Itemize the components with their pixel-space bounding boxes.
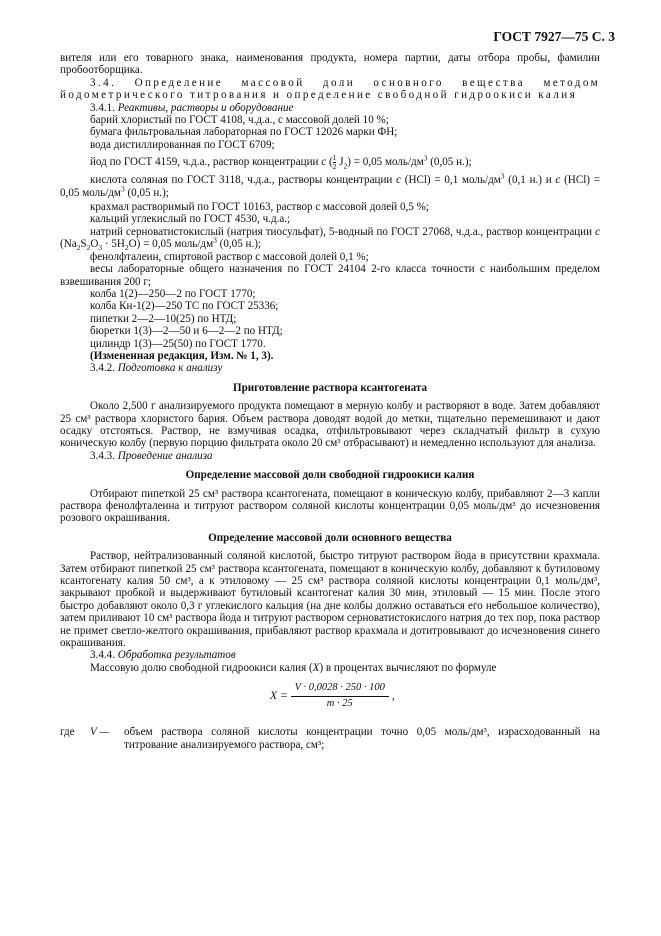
formula-numerator: V · 0,0028 · 250 · 100 [291, 682, 389, 696]
reagent-calcium: кальций углекислый по ГОСТ 4530, ч.д.а.; [90, 213, 291, 226]
reagent-barium: барий хлористый по ГОСТ 4108, ч.д.а., с массовой долей 10 %; [90, 114, 389, 127]
equipment-flask-1: колба 1(2)—250—2 по ГОСТ 1770; [90, 287, 256, 300]
where-text: объем раствора соляной кислоты концентрации точно 0,05 моль/дм³, израсходованный на титрование анализируемого раствора, см³; [124, 726, 600, 751]
reagent-iodine: йод по ГОСТ 4159, ч.д.а., раствор концентрации c ( $\frac{1}{2}$ $J_2) = 0,05$ моль/$дм^3$ (0,05 н.); [90, 153, 472, 172]
edition-note: (Измененная редакция, Изм. № 1, 3). [90, 349, 274, 362]
section-title: Обработка результатов [117, 649, 236, 662]
reagent-starch: крахмал растворимый по ГОСТ 10163, раствор с массовой долей 0,5 %; [90, 201, 429, 214]
section-title: Проведение анализа [117, 449, 213, 462]
heading-xanthate-prep: Приготовление раствора ксантогената [232, 381, 427, 394]
heading-koh: Определение массовой доли свободной гидроокиси калия [185, 469, 475, 482]
equipment-cylinder: цилиндр 1(3)—25(50) по ГОСТ 1770. [90, 337, 266, 350]
prep-paragraph: Около 2,500 г анализируемого продукта помещают в мерную колбу и растворяют в воде. Затем добавляют 25 см³ раствора хлористого бария. Объем раствора доводят водой до метки, тщательно перемешивают и дают осадку отстояться. Раствор, не взмучивая осадка, отфильтровывают через складчатый фильтр в сухую коническую колбу (первую порцию фильтрата около 20 см³ отбрасывают) и немедленно используют для анализа. [60, 400, 600, 450]
heading-main-substance: Определение массовой доли основного вещества [208, 531, 452, 544]
koh-paragraph: Отбирают пипеткой 25 см³ раствора ксантогената, помещают в коническую колбу, прибавляют 2—3 капли раствора фенолфталеина и титруют раствором соляной кислоты концентрации 0,05 моль/дм³ до исчезновения розового окрашивания. [60, 487, 600, 525]
formula-block [60, 680, 600, 716]
formula-denominator: m · 25 [326, 697, 353, 709]
section-title: Реактивы, растворы и оборудование [117, 101, 294, 114]
equipment-pipettes: пипетки 2—2—10(25) по НТД; [90, 312, 237, 325]
document-body [60, 52, 600, 751]
where-label: где [60, 726, 75, 739]
formula-fraction [291, 682, 389, 710]
reagent-water: вода дистиллированная по ГОСТ 6709; [90, 138, 275, 151]
section-3-4-3 [60, 450, 600, 462]
equipment-burettes: бюретки 1(3)—2—50 и 6—2—2 по НТД; [90, 325, 283, 338]
section-3-4-2 [60, 362, 600, 374]
formula-lhs: X = [270, 689, 288, 702]
section-number: 3.4.3. [90, 449, 115, 462]
equipment-flask-2: колба Кн-1(2)—250 ТС по ГОСТ 25336; [90, 300, 279, 313]
reagent-scales: весы лабораторные общего назначения по ГОСТ 24104 2-го класса точности с наибольшим пределом взвешивания 200 г; [60, 263, 600, 288]
section-number: 3.4.4. [90, 649, 115, 662]
section-number: 3.4.1. [90, 101, 115, 114]
main-paragraph: Раствор, нейтрализованный соляной кислотой, быстро титруют раствором йода в присутствии крахмала. Затем отбирают пипеткой 25 см³ раствора ксантогената, помещают в коническую колбу, добавляют к бутиловому ксантогенату калия 50 см³, а к этиловому — 25 см³ раствора соляной кислоты концентрации 0,1 моль/дм³, закрывают пробкой и выдерживают бутиловый ксантогенат калия 30 мин, этиловый — 15 мин. После этого быстро добавляют около 0,3 г углекислого кальция (на дне колбы должно оставаться его небольшое количество), затем приливают 10 см³ раствора йода и титруют раствором серноватистокислого натрия до тех пор, пока раствор не примет светло-желтого окрашивания, прибавляют раствор крахмала и дотитровывают до исчезновения синего окрашивания. [60, 550, 600, 650]
section-title: Подготовка к анализу [117, 362, 223, 375]
where-symbol: V — [90, 726, 110, 739]
where-clause [60, 726, 600, 751]
formula-tail: , [391, 689, 395, 702]
section-3-4-title: 3.4. Определение массовой доли основного вещества методом йодометрического титрования и определение свободной гидроокиси калия [60, 76, 600, 102]
fraction-one-half: $\frac{1}{2}$ [332, 153, 337, 172]
reagent-filter-paper: бумага фильтровальная лабораторная по ГОСТ 12026 марки ФН; [90, 126, 398, 139]
reagent-phenolphthalein: фенолфталеин, спиртовой раствор с массовой долей 0,1 %; [90, 250, 369, 263]
section-number: 3.4.2. [90, 362, 115, 375]
reagent-thiosulfate: натрий серноватистокислый (натрия тиосульфат), 5-водный по ГОСТ 27068, ч.д.а., раствор концентрации c $(Na_2S_2O_3 \cdot 5H_2O) = 0,05$ моль/$дм^3$ (0,05 н.); [60, 225, 600, 253]
section-3-4-1 [60, 102, 600, 114]
calc-paragraph: Массовую долю свободной гидроокиси калия (X) в процентах вычисляют по формуле [90, 661, 497, 674]
section-3-4-4 [60, 649, 600, 661]
intro-paragraph: вителя или его товарного знака, наименования продукта, номера партии, даты отбора пробы, фамилии пробоотборщика. [60, 52, 600, 77]
reagent-hcl: кислота соляная по ГОСТ 3118, ч.д.а., растворы концентрации c (HCl) = 0,1 моль/$дм^3$ (0,1 н.) и c (HCl) = 0,05 моль/$дм^3$ (0,05 н.); [60, 171, 600, 199]
page-header: ГОСТ 7927—75 С. 3 [493, 29, 615, 44]
